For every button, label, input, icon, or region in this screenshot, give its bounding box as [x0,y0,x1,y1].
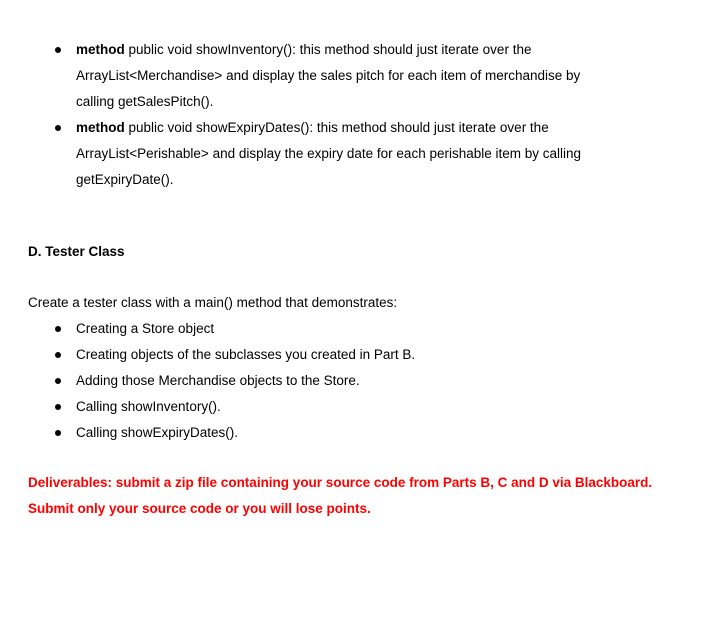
method-item-show-expiry-dates [0,115,640,193]
bullet-icon [55,125,61,131]
bullet-icon [55,326,61,332]
method-keyword: method [76,42,125,57]
list-item [0,420,415,446]
list-item-text: Adding those Merchandise objects to the Store. [76,373,360,388]
list-item [0,342,415,368]
list-item-text: Creating a Store object [76,321,215,336]
list-item [0,368,415,394]
method-description: public void showExpiryDates(): this method should just iterate over the ArrayList<Perishable> and display the expiry date for each perishable item by calling getExpiryDate(). [76,120,582,187]
bullet-icon [55,352,61,358]
bullet-icon [55,47,61,53]
method-description: public void showInventory(): this method should just iterate over the ArrayList<Merchandise> and display the sales pitch for each item of merchandise by calling getSalesPitch(). [76,42,581,109]
method-keyword: method [76,120,125,135]
list-item [0,394,415,420]
section-intro: Create a tester class with a main() method that demonstrates: [28,295,398,310]
list-item-text: Creating objects of the subclasses you created in Part B. [76,347,416,362]
list-item-text: Calling showExpiryDates(). [76,425,239,440]
method-item-show-inventory [0,37,640,115]
bullet-icon [55,430,61,436]
list-item-text: Calling showInventory(). [76,399,221,414]
deliverables-notice: Deliverables: submit a zip file containing your source code from Parts B, C and D via Blackboard. Submit only your source code or you will lose points. [28,475,653,516]
bullet-icon [55,404,61,410]
bullet-icon [55,378,61,384]
method-list [0,37,640,193]
list-item [0,316,415,342]
section-heading: D. Tester Class [28,244,125,259]
tester-requirements-list [0,316,415,446]
